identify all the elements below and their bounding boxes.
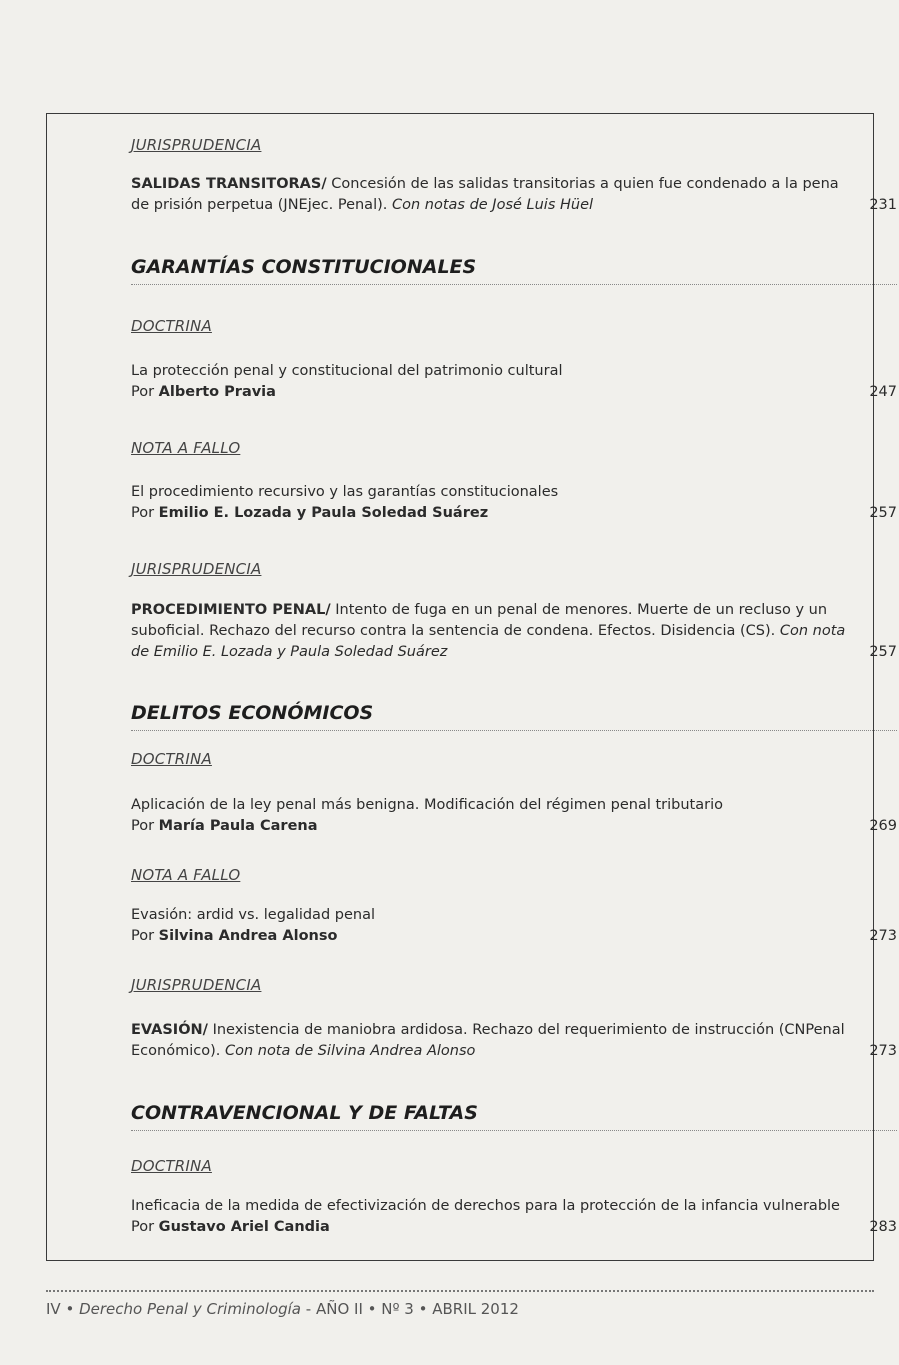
por-label: Por bbox=[131, 384, 159, 400]
subsection-doctrina-1: DOCTRINA bbox=[131, 317, 212, 335]
entry-author: Emilio E. Lozada y Paula Soledad Suárez bbox=[158, 505, 489, 521]
page-number: 269 bbox=[869, 818, 897, 834]
entry-author: Alberto Pravia bbox=[158, 384, 276, 400]
entry-keyword: PROCEDIMIENTO PENAL/ bbox=[131, 602, 331, 618]
entry-text: Concesión de las salidas transitorias a quien fue condenado a la pena de prisión perpetua (JNEjec. Penal). bbox=[131, 176, 839, 213]
entry-keyword: EVASIÓN/ bbox=[131, 1022, 208, 1038]
page-number: 247 bbox=[869, 384, 897, 400]
section-contravencional-y-de-faltas: CONTRAVENCIONAL Y DE FALTAS bbox=[131, 1102, 897, 1131]
por-label: Por bbox=[131, 818, 159, 834]
entry-author: María Paula Carena bbox=[158, 818, 318, 834]
por-label: Por bbox=[131, 505, 159, 521]
subsection-jurisprudencia-2: JURISPRUDENCIA bbox=[131, 560, 262, 578]
por-label: Por bbox=[131, 1219, 159, 1235]
toc-entry-evasion-ardid[interactable] bbox=[131, 905, 897, 947]
entry-note: Con notas de José Luis Hüel bbox=[391, 197, 594, 213]
entry-title: Aplicación de la ley penal más benigna. Modificación del régimen penal tributario bbox=[131, 797, 723, 813]
page-number: 257 bbox=[869, 505, 897, 521]
section-garantias-constitucionales: GARANTÍAS CONSTITUCIONALES bbox=[131, 256, 897, 285]
entry-title: Evasión: ardid vs. legalidad penal bbox=[131, 907, 375, 923]
subsection-nota-a-fallo-1: NOTA A FALLO bbox=[131, 439, 241, 457]
footer-divider bbox=[46, 1290, 874, 1292]
toc-entry-salidas-transitorias[interactable] bbox=[131, 174, 897, 216]
footer-journal-title: Derecho Penal y Criminología bbox=[79, 1300, 302, 1318]
page-number: 283 bbox=[869, 1219, 897, 1235]
footer-issue: - AÑO II • Nº 3 • ABRIL 2012 bbox=[301, 1300, 519, 1318]
footer-separator: • bbox=[60, 1300, 80, 1318]
toc-entry-procedimiento-recursivo[interactable] bbox=[131, 482, 897, 524]
page-number: 231 bbox=[869, 197, 897, 213]
entry-title: Ineficacia de la medida de efectivización de derechos para la protección de la infancia vulnerable bbox=[131, 1198, 840, 1214]
toc-entry-patrimonio-cultural[interactable] bbox=[131, 361, 897, 403]
entry-keyword: SALIDAS TRANSITORAS/ bbox=[131, 176, 327, 192]
entry-title: El procedimiento recursivo y las garantías constitucionales bbox=[131, 484, 559, 500]
page-number: 273 bbox=[869, 1043, 897, 1059]
toc-entry-infancia-vulnerable[interactable] bbox=[131, 1196, 897, 1238]
entry-text: Intento de fuga en un penal de menores. Muerte de un recluso y un suboficial. Rechazo del recurso contra la sentencia de condena. Efectos. Disidencia (CS). bbox=[131, 602, 828, 639]
toc-frame bbox=[46, 113, 897, 1261]
footer-page-number: IV bbox=[46, 1300, 61, 1318]
page-number: 257 bbox=[869, 644, 897, 660]
entry-author: Silvina Andrea Alonso bbox=[158, 928, 338, 944]
subsection-doctrina-3: DOCTRINA bbox=[131, 1157, 212, 1175]
subsection-nota-a-fallo-2: NOTA A FALLO bbox=[131, 866, 241, 884]
subsection-jurisprudencia-3: JURISPRUDENCIA bbox=[131, 976, 262, 994]
toc-entry-ley-penal-benigna[interactable] bbox=[131, 795, 897, 837]
page-number: 273 bbox=[869, 928, 897, 944]
entry-note: Con nota de Silvina Andrea Alonso bbox=[224, 1043, 476, 1059]
subsection-jurisprudencia-1: JURISPRUDENCIA bbox=[131, 136, 262, 154]
section-delitos-economicos: DELITOS ECONÓMICOS bbox=[131, 702, 897, 731]
page-footer bbox=[46, 1300, 519, 1318]
entry-text: Inexistencia de maniobra ardidosa. Rechazo del requerimiento de instrucción (CNPenal Económico). bbox=[131, 1022, 845, 1059]
entry-author: Gustavo Ariel Candia bbox=[158, 1219, 330, 1235]
entry-title: La protección penal y constitucional del patrimonio cultural bbox=[131, 363, 563, 379]
por-label: Por bbox=[131, 928, 159, 944]
toc-entry-procedimiento-penal[interactable] bbox=[131, 600, 897, 663]
toc-entry-evasion[interactable] bbox=[131, 1020, 897, 1062]
entry-note: Con nota de Emilio E. Lozada y Paula Soledad Suárez bbox=[131, 623, 846, 660]
subsection-doctrina-2: DOCTRINA bbox=[131, 750, 212, 768]
